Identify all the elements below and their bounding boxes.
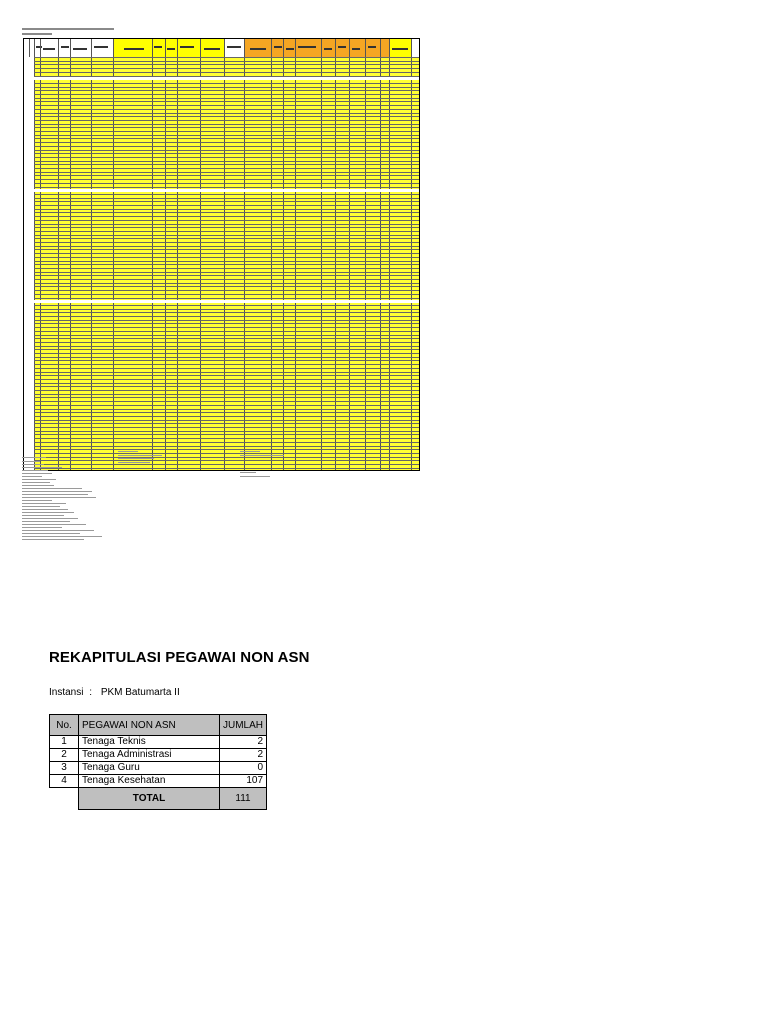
recap-table — [49, 714, 267, 810]
row-number: 2 — [50, 749, 79, 762]
table-row — [50, 762, 267, 775]
sheet-caption-line — [22, 33, 52, 35]
column-header-category: PEGAWAI NON ASN — [79, 715, 220, 736]
agency-label: Instansi — [49, 687, 84, 698]
table-row — [50, 736, 267, 749]
row-category: Tenaga Kesehatan — [79, 775, 220, 788]
row-category: Tenaga Administrasi — [79, 749, 220, 762]
row-number: 4 — [50, 775, 79, 788]
table-row — [50, 775, 267, 788]
page-title: REKAPITULASI PEGAWAI NON ASN — [49, 652, 310, 665]
row-category: Tenaga Guru — [79, 762, 220, 775]
column-header-no: No. — [50, 715, 79, 736]
agency-line — [49, 687, 180, 698]
total-label: TOTAL — [79, 788, 220, 810]
total-row — [50, 788, 267, 810]
row-category: Tenaga Teknis — [79, 736, 220, 749]
row-number: 1 — [50, 736, 79, 749]
employee-data-sheet — [23, 38, 420, 471]
column-header-total: JUMLAH — [220, 715, 267, 736]
spreadsheet-thumbnail — [20, 24, 422, 544]
total-value: 111 — [220, 788, 267, 810]
row-count: 2 — [220, 736, 267, 749]
agency-separator: : — [89, 687, 93, 698]
row-number: 3 — [50, 762, 79, 775]
agency-name: PKM Batumarta II — [100, 687, 180, 698]
table-header-row — [50, 715, 267, 736]
table-row — [50, 749, 267, 762]
sheet-header — [24, 39, 419, 58]
row-count: 107 — [220, 775, 267, 788]
row-count: 0 — [220, 762, 267, 775]
row-count: 2 — [220, 749, 267, 762]
sheet-caption-line — [22, 28, 114, 30]
